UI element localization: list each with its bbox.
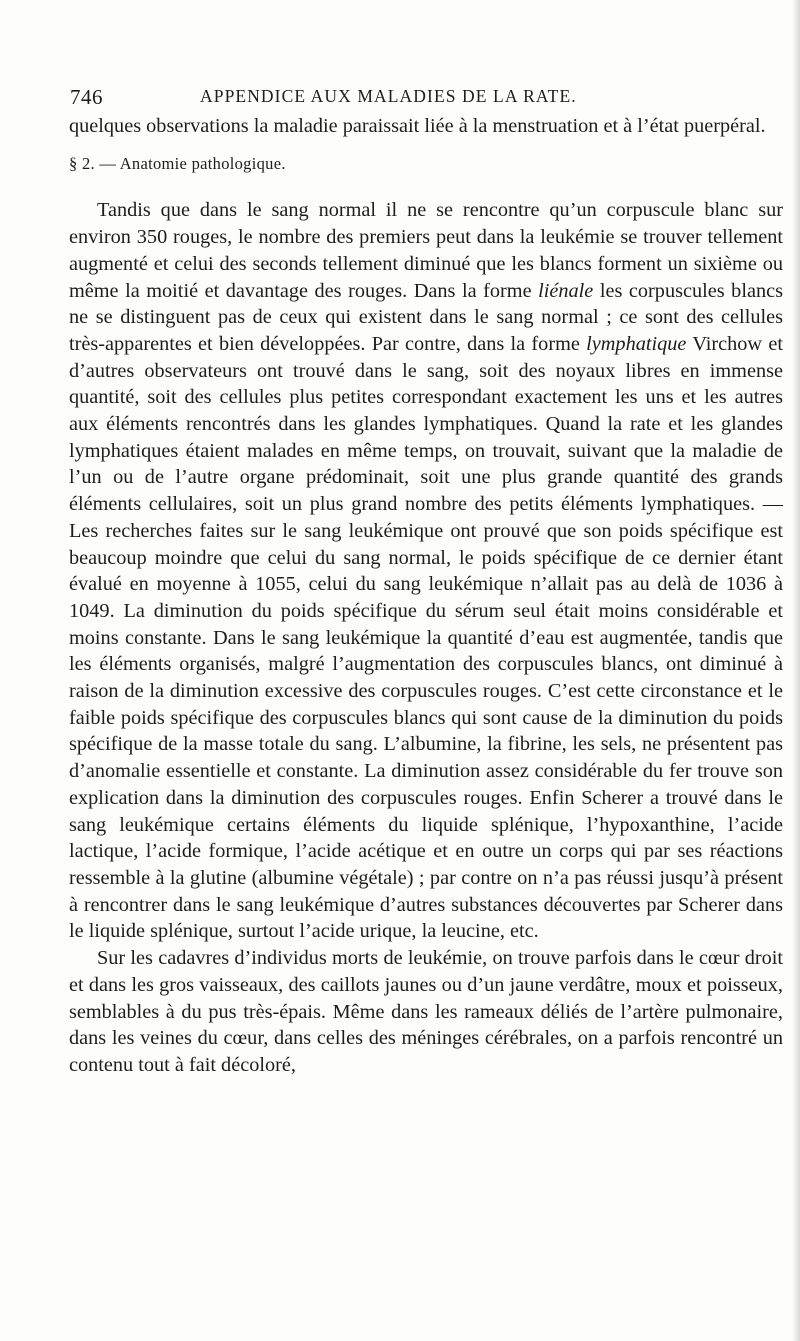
paragraph-text: Tandis que dans le sang normal il ne se rencontre qu’un corpuscule blanc sur environ 350 rouges, le nombre des premiers peut dans la leukémie se trouver tellement augmenté et celui des seconds tellement diminué que les blancs forment un sixième ou même la moitié et davantage des rouges. Dans la forme	[69, 199, 783, 302]
running-title: APPENDICE AUX MALADIES DE LA RATE.	[200, 86, 577, 106]
paragraph-anatomy	[69, 197, 783, 945]
paragraph-text: les corpuscules blancs ne se distinguent pas de ceux qui existent dans le sang normal ; ce sont des cellules très-apparentes et bien développées. Par contre, dans la forme	[69, 279, 783, 355]
page-edge-shadow	[792, 0, 800, 1341]
emphasis-lymphatique: lymphatique	[586, 332, 687, 355]
section-heading: § 2. — Anatomie pathologique.	[69, 153, 286, 173]
paragraph-text: Virchow et d’autres observateurs ont trouvé dans le sang, soit des noyaux libres en immense quantité, soit des cellules plus petites correspondant exactement les uns et les autres aux éléments rencontrés dans les glandes lymphatiques. Quand la rate et les glandes lymphatiques étaient malades en même temps, on trouvait, suivant que la maladie de l’un ou de l’autre organe prédominait, soit une plus grande quantité des grands éléments cellulaires, soit un plus grand nombre des petits éléments lymphatiques. — Les recherches faites sur le sang leukémique ont prouvé que son poids spécifique est beaucoup moindre que celui du sang normal, le poids spécifique de ce dernier étant évalué en moyenne à 1055, celui du sang leukémique n’allait pas au delà de 1036 à 1049. La diminution du poids spécifique du sérum seul était moins considérable et moins constante. Dans le sang leukémique la quantité d’eau est augmentée, tandis que les éléments organisés, malgré l’augmentation des corpuscules blancs, ont diminué à raison de la diminution excessive des corpuscules rouges. C’est cette circonstance et le faible poids spécifique des corpuscules blancs qui sont cause de la diminution du poids spécifique de la masse totale du sang. L’albumine, la fibrine, les sels, ne présentent pas d’anomalie essentielle et constante. La diminution assez considérable du fer trouve son explication dans la diminution des corpuscules rouges. Enfin Scherer a trouvé dans le sang leukémique certains éléments du liquide splénique, l’hypoxanthine, l’acide lactique, l’acide formique, l’acide acétique et en outre un corps qui par ses réactions ressemble à la glutine (albumine végétale) ; par contre on n’a pas réussi jusqu’à présent à rencontrer dans le sang leukémique d’autres substances découvertes par Scherer dans le liquide splénique, surtout l’acide urique, la leucine, etc.	[69, 332, 783, 943]
emphasis-lienale: liénale	[538, 279, 594, 302]
paragraph-cadavers: Sur les cadavres d’individus morts de leukémie, on trouve parfois dans le cœur droit et dans les gros vaisseaux, des caillots jaunes ou d’un jaune verdâtre, moux et poisseux, semblables à du pus très-épais. Même dans les rameaux déliés de l’artère pulmonaire, dans les veines du cœur, dans celles des méninges cérébrales, on a parfois rencontré un contenu tout à fait décoloré,	[69, 947, 783, 1076]
body-text	[69, 113, 783, 1079]
page-number: 746	[70, 85, 103, 109]
paragraph-continuation: quelques observations la maladie paraissait liée à la menstruation et à l’état puerpéral.	[69, 115, 766, 137]
page-header	[70, 85, 782, 115]
